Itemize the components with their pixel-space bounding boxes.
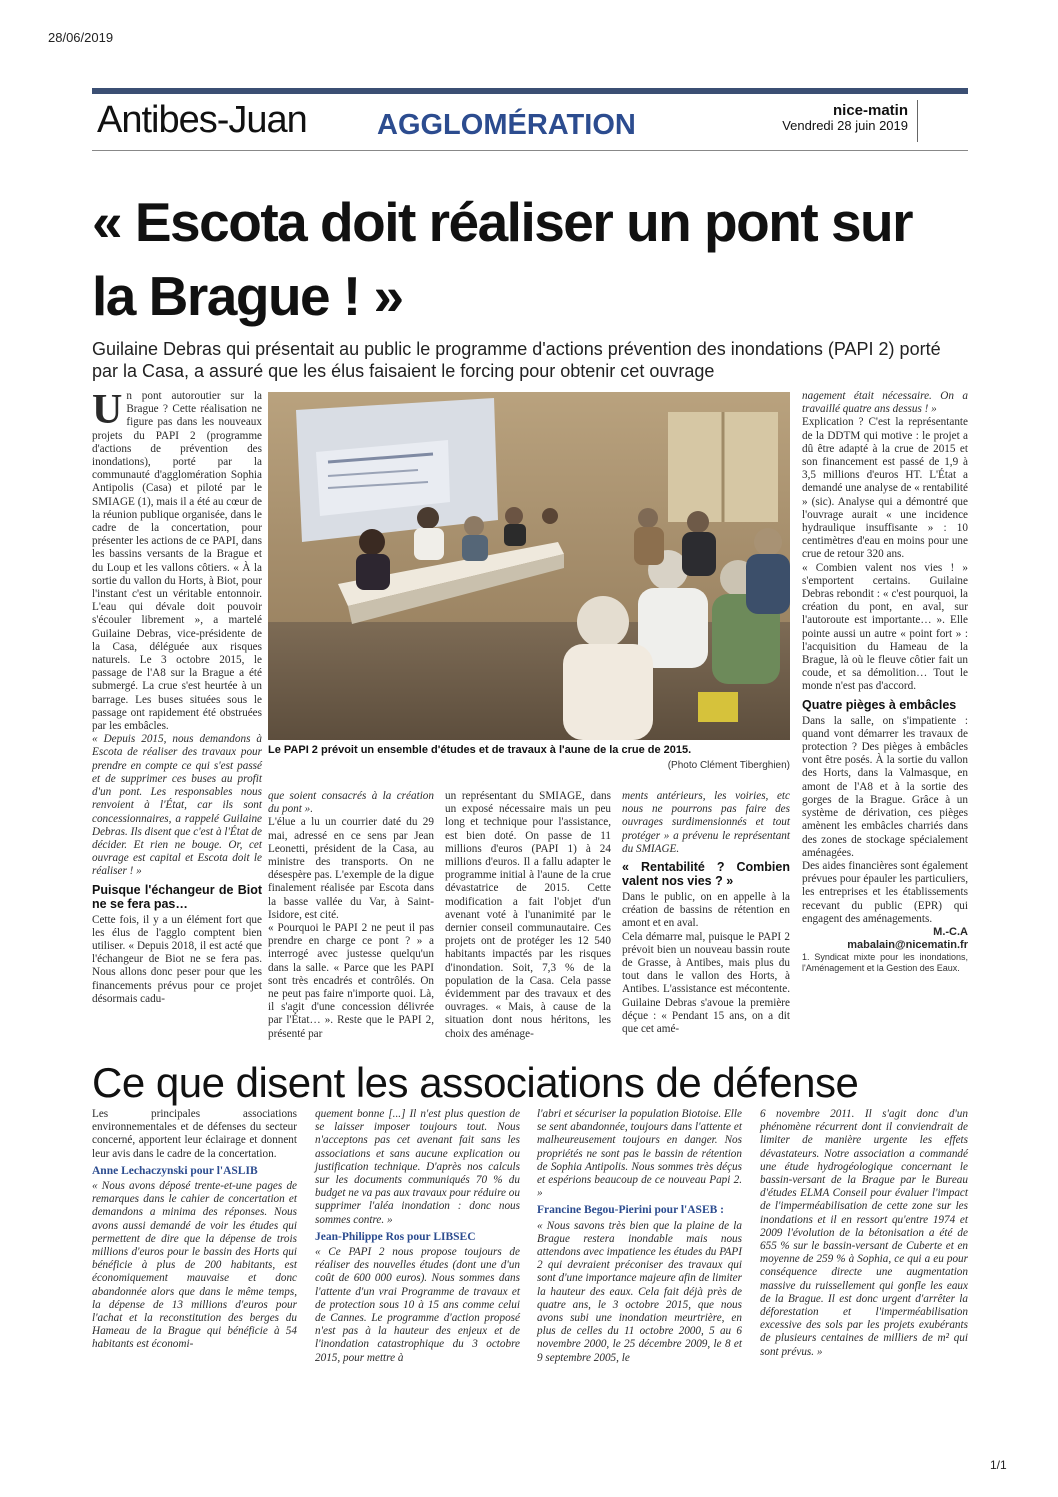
article-column-3 xyxy=(445,790,611,1041)
associations-column-3 xyxy=(537,1108,742,1365)
association-name: Jean-Philippe Ros pour LIBSEC xyxy=(315,1230,476,1243)
drop-cap: U xyxy=(92,387,123,433)
page-number: 1/1 xyxy=(990,1458,1007,1472)
section-title: Antibes-Juan xyxy=(97,99,307,141)
meeting-photo-illustration xyxy=(268,392,790,740)
paragraph: « Pourquoi le PAPI 2 ne peut il pas prendre en charge ce pont ? » a interrogé avec justesse quelqu'un dans la salle. « Parce que les PAPI sont très encadrés et contrôlés. On ne peut pas faire n'importe quoi. Là, il s'agit d'une concession délivrée par l'État… ». Reste que le PAPI 2, présenté par xyxy=(268,922,434,1040)
article-column-1 xyxy=(92,387,262,1006)
paragraph: ments antérieurs, les voiries, etc nous ne pourrons pas faire des ouvrages surdimensionnés et tout protéger » a prévenu le représentant du SMIAGE. xyxy=(622,790,790,855)
paragraph: « Combien valent nos vies ! » s'emportent certains. Guilaine Debras rebondit : « c'est pourquoi, la création du pont, en aval, sur l'autoroute est importante… ». Elle pointe aussi un autre « point fort » : l'acquisition du Hameau de la Brague, là où le fleuve côtier fait un coude, et sa démolition… Tout le monde n'est pas d'accord. xyxy=(802,561,968,693)
author-email: mabalain@nicematin.fr xyxy=(847,939,968,952)
paragraph: Cela démarre mal, puisque le PAPI 2 prévoit bien un nouveau bassin route de Grasse, à Antibes, mais plus du tout dans le vallon des Horts, à Antibes. L'assistance est mécontente. Guilaine Debras s'avoue la première déçue : « Pendant 15 ans, on a dit que cet amé- xyxy=(622,930,790,1036)
newspaper-name: nice-matin xyxy=(832,102,908,119)
subheading: Puisque l'échangeur de Biot ne se fera pas… xyxy=(92,882,262,911)
association-name: Anne Lechaczynski pour l'ASLIB xyxy=(92,1164,258,1177)
article-photo xyxy=(268,392,790,740)
paragraph: 6 novembre 2011. Il s'agit donc d'un phénomène récurrent dont il conviendrait de limiter de manière urgente les effets dévastateurs. Notre association a commandé une étude hydrogéologique concernant le bassin-versant de la Brague par le Bureau d'études ELMA Conseil pour évaluer l'impact de l'imperméabilisation de cette zone sur les inondations et il en ressort qu'entre 1974 et 2009 l'évolution de la bétonisation a été de 655 % sur le bassin-versant de Cuberte et en moyenne de 259 % à Sophia, ce qui a eu pour conséquence directe une augmentation massive du ruissellement qui gonfle les eaux de la Brague. Il est donc urgent d'arrêter la déforestation et l'imperméabilisation excessive des sols par les projets exubérants de plusieurs centaines de milliers de m² qui sont prévus. » xyxy=(760,1108,968,1358)
paragraph: Cette fois, il y a un élément fort que les élus de l'agglo comptent bien utiliser. « Depuis 2018, il est acté que l'échangeur de Biot ne se fera pas. Nous allons donc peser pour que les financements prévus pour ce projet désormais cadu- xyxy=(92,913,262,1005)
paragraph: « Nous avons déposé trente-et-une pages de remarques dans le cahier de concertation et demandons a minima des réponses. Nous avons aussi demandé de voir les études qui permettent de dire que la dépense de trois millions d'euros pour le bassin des Horts qui bénéficie à plus de 200 habitants, est économiquement mauvaise et donc abandonnée alors que dans le même temps, la dépense de 13 millions d'euros pour l'achat et la reconstitution des berges du Hameau de la Brague qui bénéficie à 54 habitants est économi- xyxy=(92,1180,297,1351)
footnote: 1. Syndicat mixte pour les inondations, l'Aménagement et la Gestion des Eaux. xyxy=(802,952,968,974)
photo-caption: Le PAPI 2 prévoit un ensemble d'études et de travaux à l'aune de la crue de 2015. xyxy=(268,744,692,756)
associations-column-1 xyxy=(92,1108,297,1352)
associations-headline: Ce que disent les associations de défense xyxy=(92,1059,859,1106)
article-column-4 xyxy=(622,790,790,1036)
section-subtitle: AGGLOMÉRATION xyxy=(377,109,636,141)
paragraph: l'abri et sécuriser la population Biotoise. Elle se sent abandonnée, toujours dans l'attente et malheureusement toujours en danger. Nos propriétés ne sont pas le bassin de rétention de Sophia Antipolis. Nous sommes très déçus et espérions beaucoup de ce nouveau Papi 2. » xyxy=(537,1108,742,1200)
article-headline: « Escota doit réaliser un pont sur la Brague ! » xyxy=(92,191,913,327)
paragraph: nagement était nécessaire. On a travaillé quatre ans dessus ! » xyxy=(802,390,968,416)
article-standfirst: Guilaine Debras qui présentait au public le programme d'actions prévention des inondations (PAPI 2) porté par la Casa, a assuré que les élus faisaient le forcing pour obtenir cet ouvrage xyxy=(92,339,941,381)
paragraph: Explication ? C'est la représentante de la DDTM qui motive : le projet a dû être adapté à la crue de 2015 et son financement est passé de 1,9 à 3,5 millions d'euros HT. L'État a demandé une analyse de « rentabilité » (sic). Analyse qui a démontré que l'ouvrage aurait « une incidence hydraulique insuffisante » : 10 centimètres d'eau en moins pour une crue de retour 320 ans. xyxy=(802,416,968,561)
paragraph: quement bonne [...] Il n'est plus question de se laisser imposer toujours tout. Nous n'acceptons pas cet avenant fait sans les associations et sans aucune explication ou justification technique. D'après nos calculs sur les documents communiqués 70 % du budget ne va pas aux travaux pour réduire ou supprimer l'aléa inondation : donc nous sommes contre. » xyxy=(315,1108,520,1226)
association-name: Francine Begou-Pierini pour l'ASEB : xyxy=(537,1204,724,1217)
paragraph: Des aides financières sont également prévues pour épauler les particuliers, les entreprises et les établissements recevant du public (EPR) qui engagent des aménagements. xyxy=(802,859,968,925)
paragraph: « Nous savons très bien que la plaine de la Brague restera inondable mais nous attendons avec impatience les études du PAPI 2 qui devraient préconiser des travaux qui sont d'une importance majeure afin de limiter la hauteur des eaux. Cela fait déjà près de quatre ans, le 3 octobre 2015, que nous avons subi une inondation meurtrière, en plus de celles du 11 octobre 2000, 5 au 6 novembre 2000, le 25 décembre 2009, le 8 et 9 septembre 2005, le xyxy=(537,1219,742,1364)
print-date: 28/06/2019 xyxy=(48,30,114,45)
photo-credit: (Photo Clément Tiberghien) xyxy=(667,760,790,771)
paragraph: n pont autoroutier sur la Brague ? Cette réalisation ne figure pas dans les nouveaux projets du PAPI 2 (programme d'actions de prévention des inondations), porté par la communauté d'agglomération Sophia Antipolis (Casa) et piloté par le SMIAGE (1), mais il a été au cœur de la réunion publique organisée, dans le cadre de la concertation, pour présenter les actions de ce PAPI, dans les bassins versants de la Brague et du Loup et les vallons côtiers. « À la sortie du vallon du Horts, à Biot, pour l'instant c'est un véritable entonnoir. L'eau qui dévale doit pouvoir s'écouler librement », a martelé Guilaine Debras, vice-présidente de la Casa, déléguée aux risques naturels. Le 3 octobre 2015, le passage de l'A8 sur la Brague a été submergé. La crue s'est heurtée à un barrage. Les buses situées sous le passage ont rapidement été obstruées par les embâcles. xyxy=(92,390,262,733)
article-column-2 xyxy=(268,790,434,1041)
associations-column-2 xyxy=(315,1108,520,1365)
paragraph: Dans la salle, on s'impatiente : quand vont démarrer les travaux de protection ? Des pièges à embâcles vont être posés. À la sortie du vallon des Horts, dans la Valmasque, en amont de l'A8 et à la sortie des gorges de la Brague. Grâce à un système de dérivation, ces pièges amènent les embâcles charriés dans des zones de stockage spécialement aménagées. xyxy=(802,714,968,859)
paragraph: « Depuis 2015, nous demandons à Escota de réaliser des travaux pour prendre en compte ce qui s'est passé et de supprimer ces buses au profit d'un pont. Les responsables nous renvoient à l'État, car ils sont concessionnaires, a rappelé Guilaine Debras. Ils disent que c'est à l'État de décider. Et rien ne bouge. Or, cet ouvrage est capital et Escota doit le réaliser ! » xyxy=(92,733,262,878)
article-column-5 xyxy=(802,390,968,974)
subheading: « Rentabilité ? Combien valent nos vies ? » xyxy=(622,860,790,889)
associations-column-4 xyxy=(760,1108,968,1359)
paragraph: un représentant du SMIAGE, dans un exposé nécessaire mais un peu long et technique pour l'assistance, est bien doté. On passe de 11 millions d'euros (PAPI 1) à 24 millions d'euros. Il a fallu adapter le programme initial à l'aune de la crue dévastatrice de 2015. Cette modification a fait l'objet d'un avenant voté à l'unanimité par le dernier conseil communautaire. Ces projets ont de protéger les 12 540 habitants impactés par les risques d'inondation. Soit, 7,3 % de la population de la Casa. Cela passe évidemment par des travaux et des ouvrages. « Mais, à cause de la situation dont nous héritons, les choix des aménage- xyxy=(445,790,611,1040)
header-divider xyxy=(917,100,918,142)
header-bottom-rule xyxy=(92,150,968,151)
subheading: Quatre pièges à embâcles xyxy=(802,697,957,712)
paragraph: Les principales associations environnementales et de défenses du secteur concerné, apportent leur éclairage et donnent leur avis dans le cadre de la concertation. xyxy=(92,1108,297,1160)
paragraph: que soient consacrés à la création du pont ». xyxy=(268,790,434,816)
paragraph: L'élue a lu un courrier daté du 29 mai, adressé en ce sens par Jean Leonetti, président de la Casa, au ministre des transports. On ne désespère pas. L'exemple de la digue finalement réalisée par Escota dans la basse vallée du Var, à Saint-Isidore, est cité. xyxy=(268,816,434,921)
header-rule xyxy=(92,88,968,94)
paragraph: Dans le public, on en appelle à la création de bassins de rétention en amont et en aval. xyxy=(622,891,790,930)
author-initials: M.-C.A xyxy=(933,925,968,938)
paragraph: « Ce PAPI 2 nous propose toujours de réaliser des nouvelles études (dont une d'un coût de 600 000 euros). Nous sommes dans l'attente d'un vrai Programme de travaux et de protection sous 10 à 15 ans comme celui de Cannes. Le programme d'action proposé n'est pas à la hauteur des enjeux et de l'inondation catastrophique du 3 octobre 2015, pour mettre à xyxy=(315,1246,520,1364)
issue-date: Vendredi 28 juin 2019 xyxy=(782,118,908,133)
